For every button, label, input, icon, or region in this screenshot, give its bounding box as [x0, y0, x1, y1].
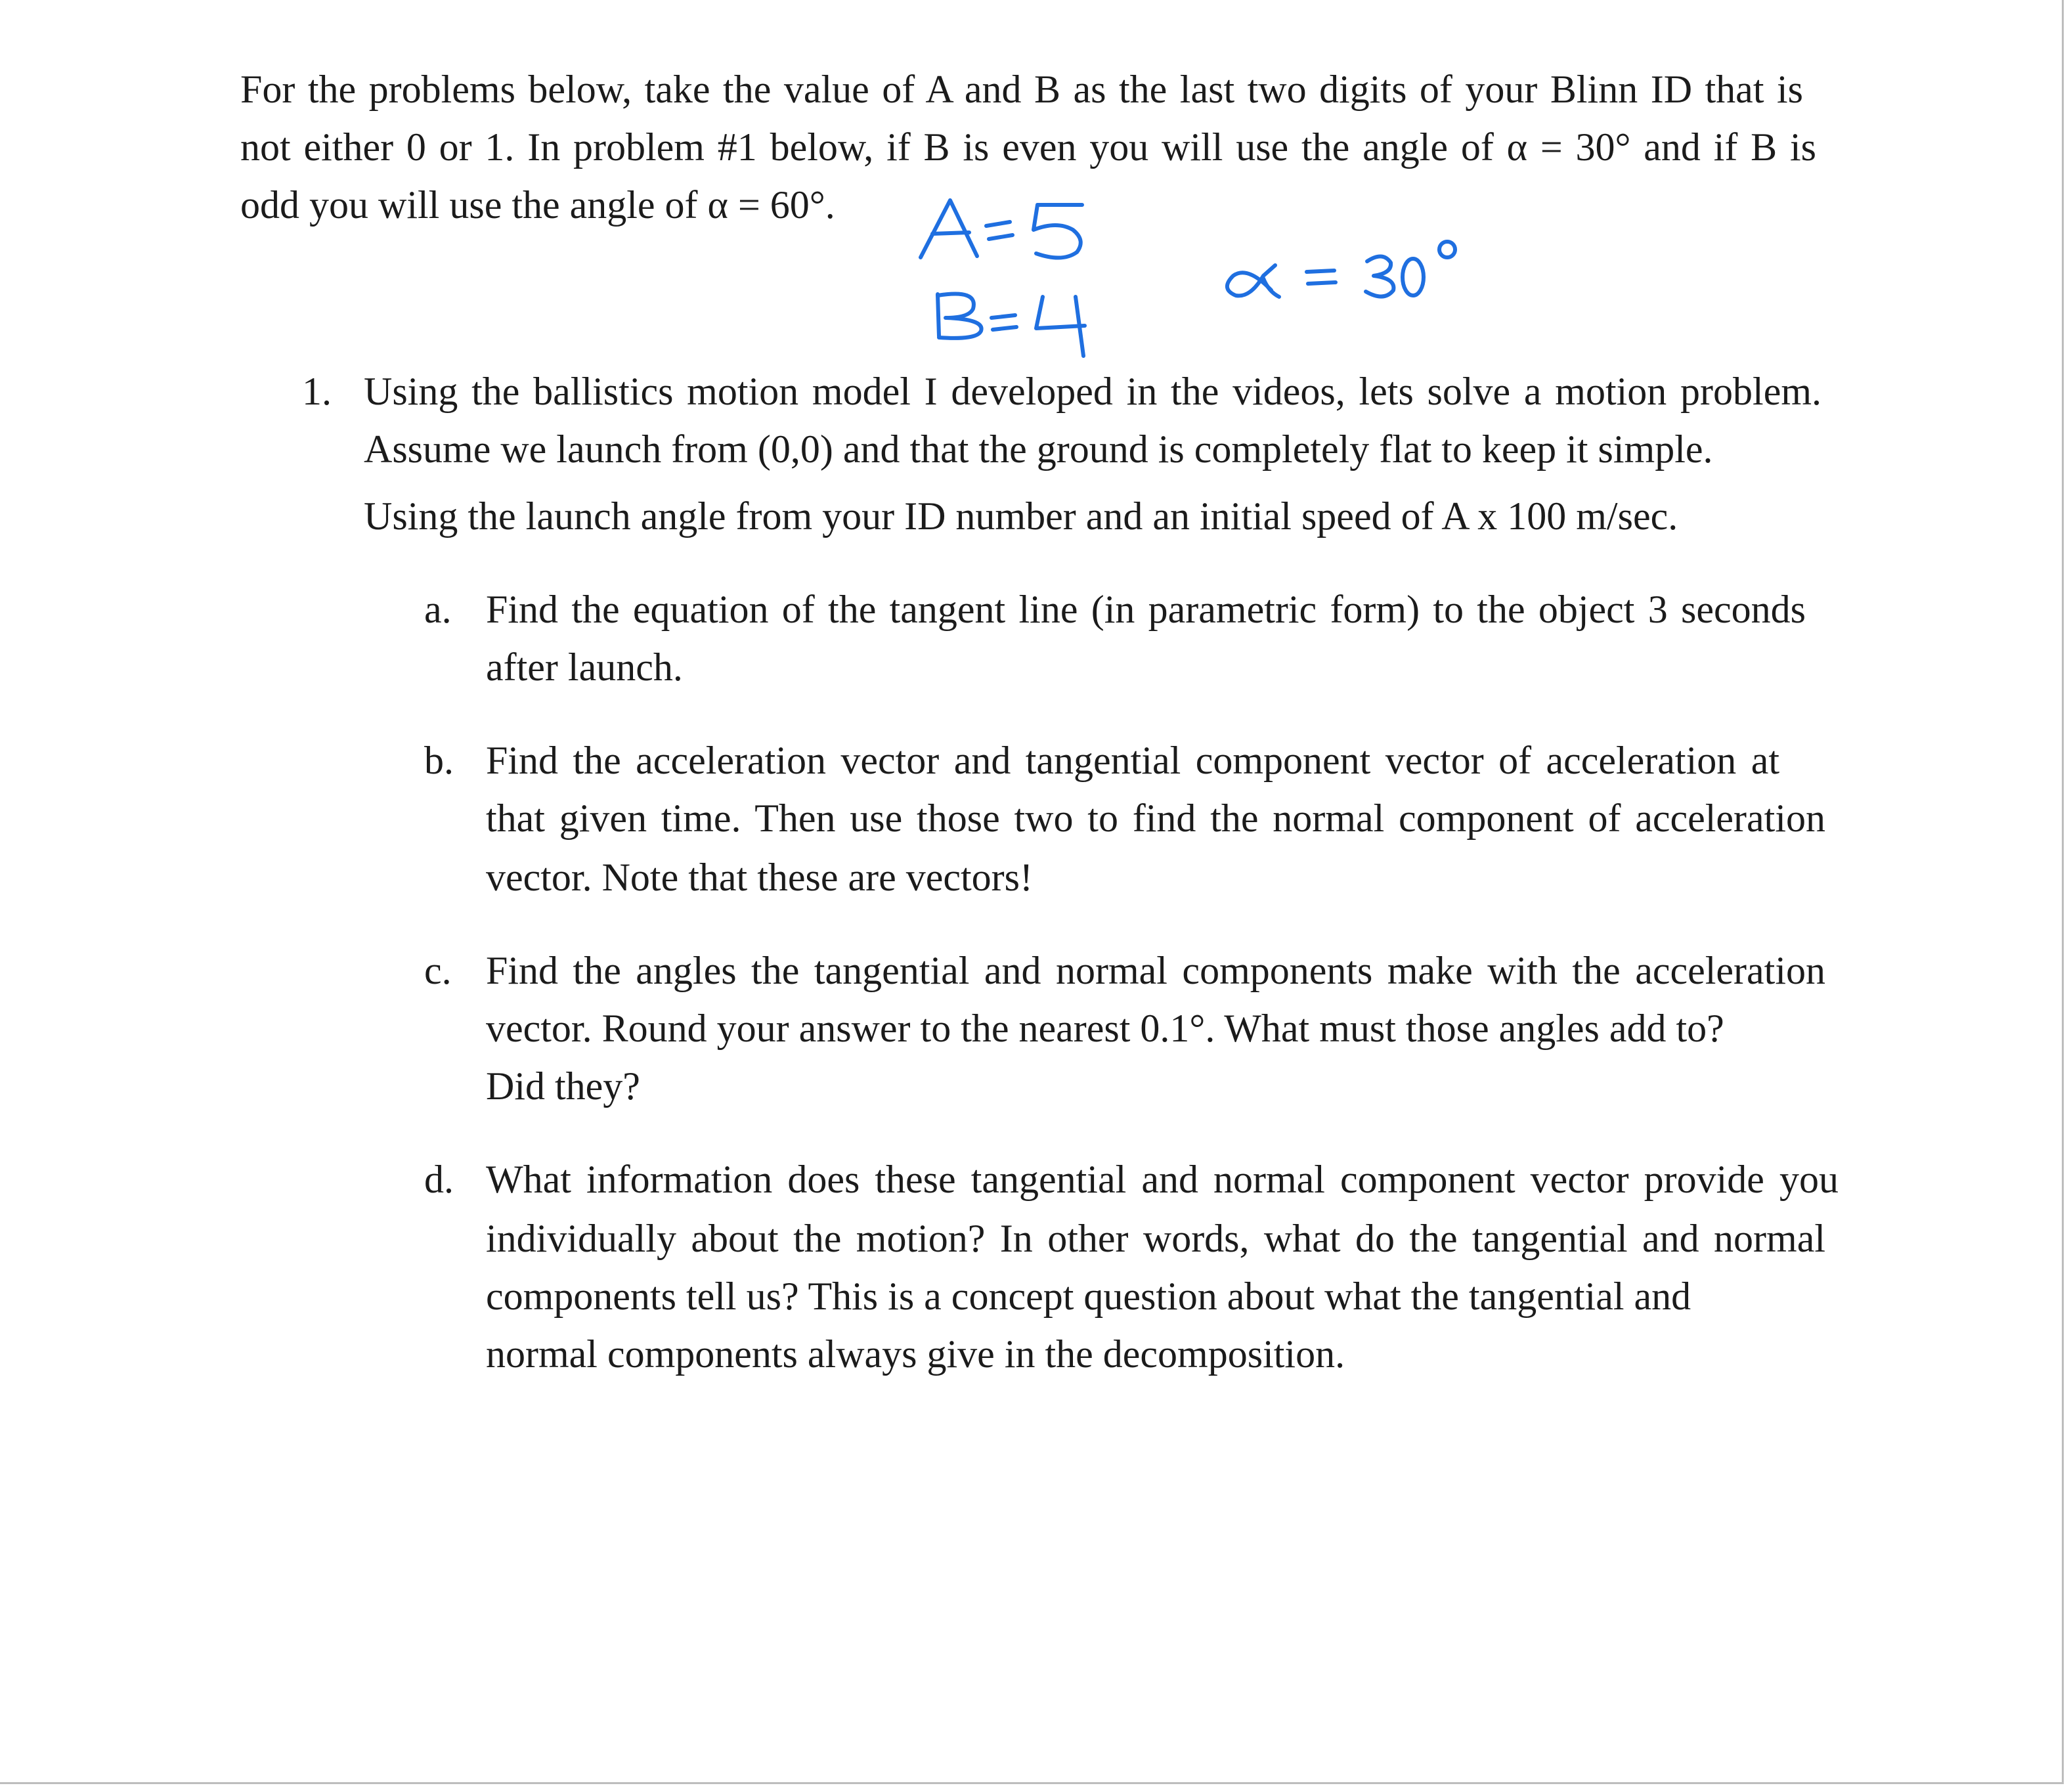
part-b-label: b. — [424, 739, 454, 782]
part-d-line-4: normal components always give in the decomposition. — [486, 1332, 1345, 1376]
intro-line-1: For the problems below, take the value of A and B as the last two digits of your Blinn ID that is — [240, 68, 1803, 111]
part-c-label: c. — [424, 949, 452, 992]
part-c-line-1: Find the angles the tangential and normal components make with the acceleration — [486, 949, 1825, 992]
part-b-line-1: Find the acceleration vector and tangential component vector of acceleration at — [486, 739, 1779, 782]
intro-line-2: not either 0 or 1. In problem #1 below, if B is even you will use the angle of α = 30° and if B is — [240, 125, 1816, 169]
handwritten-alpha-value — [1227, 242, 1455, 297]
problem-1-number: 1. — [302, 370, 332, 413]
part-d-line-3: components tell us? This is a concept question about what the tangential and — [486, 1275, 1691, 1318]
part-b-line-2: that given time. Then use those two to find the normal component of acceleration — [486, 797, 1825, 840]
part-c-line-3: Did they? — [486, 1064, 640, 1108]
part-a-line-2: after launch. — [486, 645, 683, 689]
problem-1-line-1: Using the ballistics motion model I developed in the videos, lets solve a motion problem. — [364, 370, 1821, 413]
handwritten-a-value — [921, 200, 1082, 258]
part-d-label: d. — [424, 1158, 454, 1201]
intro-line-3: odd you will use the angle of α = 60°. — [240, 183, 835, 227]
part-d-line-1: What information does these tangential and normal component vector provide you — [486, 1158, 1839, 1201]
problem-1-line-2: Assume we launch from (0,0) and that the ground is completely flat to keep it simple. — [364, 427, 1713, 471]
part-a-line-1: Find the equation of the tangent line (in parametric form) to the object 3 seconds — [486, 588, 1806, 631]
part-c-line-2: vector. Round your answer to the nearest 0.1°. What must those angles add to? — [486, 1007, 1724, 1050]
part-b-line-3: vector. Note that these are vectors! — [486, 856, 1033, 899]
part-a-label: a. — [424, 588, 452, 631]
problem-1-line-3: Using the launch angle from your ID number and an initial speed of A x 100 m/sec. — [364, 494, 1678, 538]
handwritten-b-value — [938, 294, 1085, 357]
part-d-line-2: individually about the motion? In other words, what do the tangential and normal — [486, 1217, 1825, 1260]
